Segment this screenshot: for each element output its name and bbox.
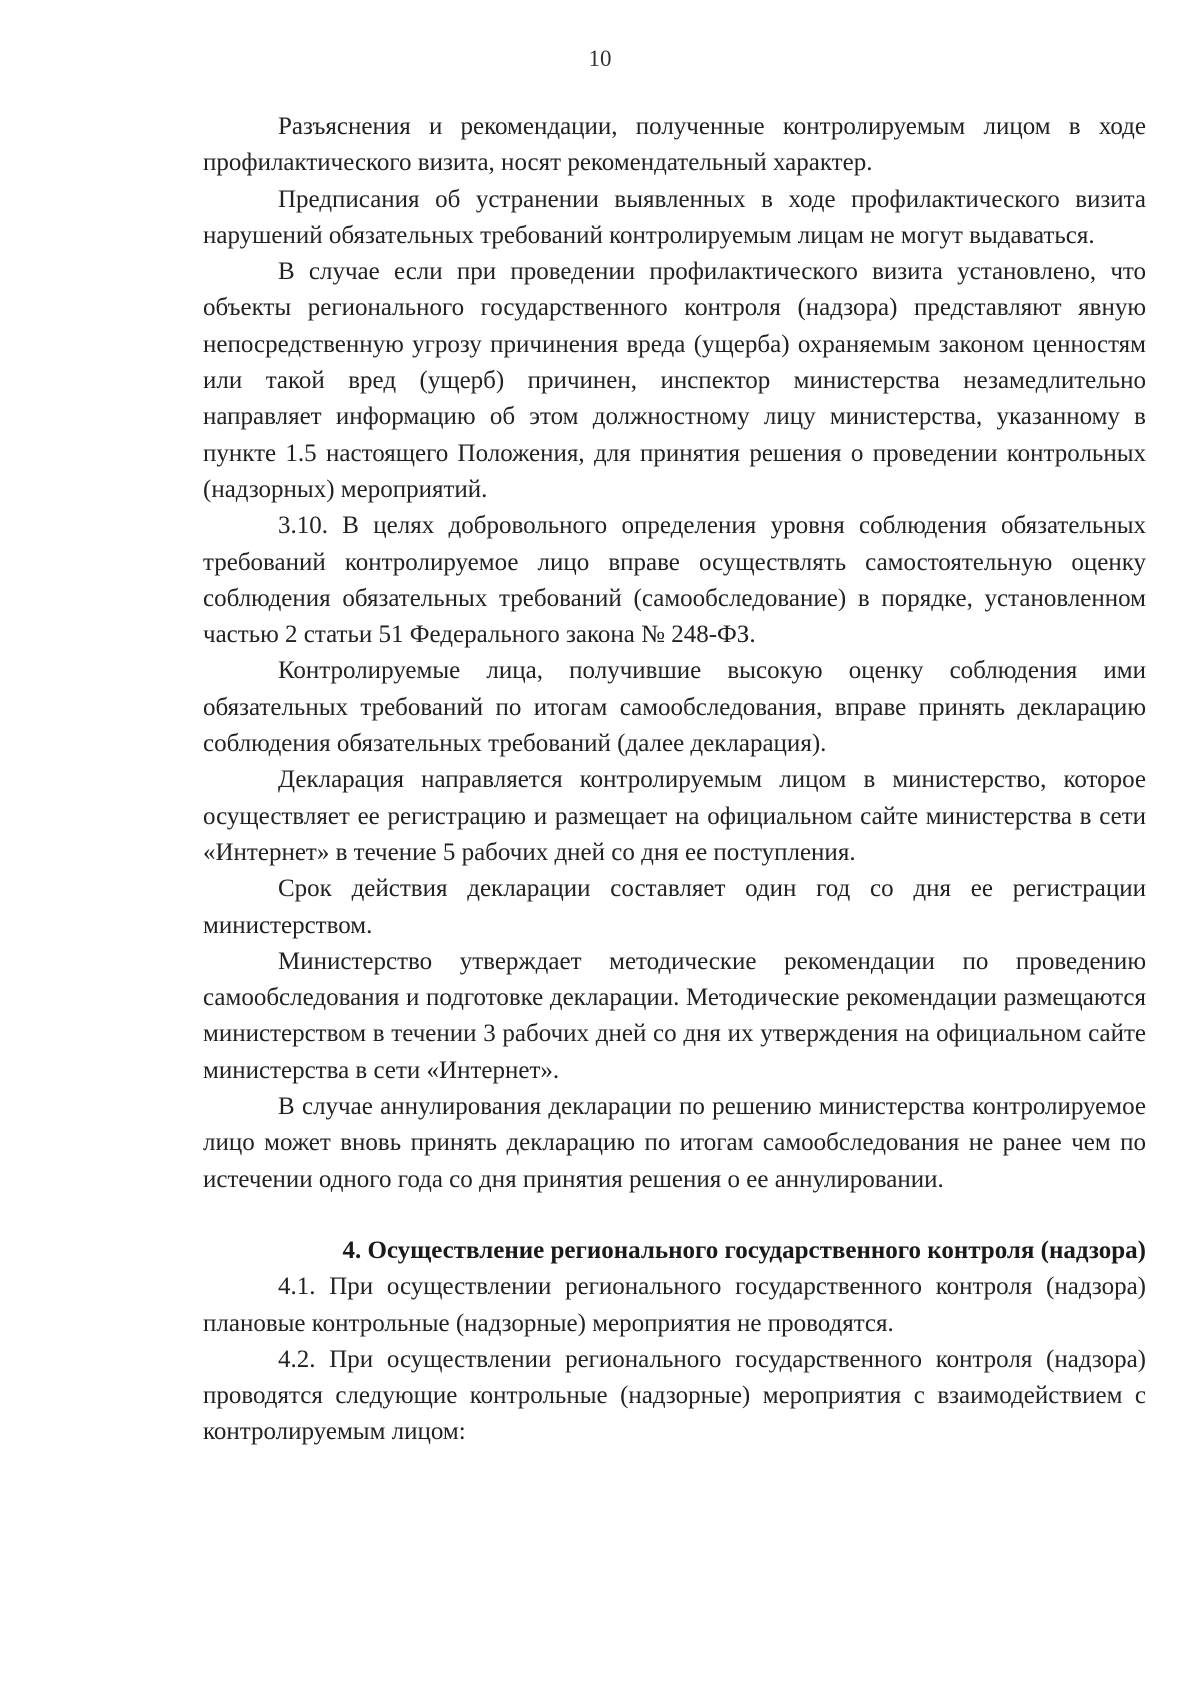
paragraph: 4.1. При осуществлении регионального государственного контроля (надзора) плановые контрольные (надзорные) мероприятия не проводятся. [203,1273,1146,1337]
paragraph: Министерство утверждает методические рекомендации по проведению самообследования и подготовке декларации. Методические рекомендации размещаются министерством в течении 3 рабочих дней со дня их утверждения на официальном сайте министерства в сети «Интернет». [203,947,1146,1084]
paragraph: Декларация направляется контролируемым лицом в министерство, которое осуществляет ее регистрацию и размещает на официальном сайте министерства в сети «Интернет» в течение 5 рабочих дней со дня ее поступления. [203,766,1146,866]
paragraph: 4.2. При осуществлении регионального государственного контроля (надзора) проводятся следующие контрольные (надзорные) мероприятия с взаимодействием с контролируемым лицом: [203,1345,1146,1446]
paragraph: Контролируемые лица, получившие высокую оценку соблюдения ими обязательных требований по итогам самообследования, вправе принять декларацию соблюдения обязательных требований (далее декларация). [203,657,1146,758]
section-heading: 4. Осуществление регионального государственного контроля (надзора) [342,1236,1146,1264]
paragraph: Разъяснения и рекомендации, полученные контролируемым лицом в ходе профилактического визита, носят рекомендательный характер. [203,113,1146,177]
paragraph: В случае если при проведении профилактического визита установлено, что объекты регионального государственного контроля (надзора) представляют явную непосредственную угрозу причинения вреда (ущерба) охраняемым законом ценностям или такой вред (ущерб) причинен, инспектор министерства незамедлительно направляет информацию об этом должностному лицу министерства, указанному в пункте 1.5 настоящего Положения, для принятия решения о проведении контрольных (надзорных) мероприятий. [203,258,1146,503]
paragraph: Предписания об устранении выявленных в ходе профилактического визита нарушений обязательных требований контролируемым лицам не могут выдаваться. [203,185,1146,249]
paragraph: Срок действия декларации составляет один год со дня ее регистрации министерством. [203,875,1146,939]
document-body [203,109,1146,1451]
paragraph: В случае аннулирования декларации по решению министерства контролируемое лицо может вновь принять декларацию по итогам самообследования не ранее чем по истечении одного года со дня принятия решения о ее аннулировании. [203,1093,1146,1193]
paragraph: 3.10. В целях добровольного определения уровня соблюдения обязательных требований контролируемое лицо вправе осуществлять самостоятельную оценку соблюдения обязательных требований (самообследование) в порядке, установленном частью 2 статьи 51 Федерального закона № 248-ФЗ. [203,512,1146,649]
page-number: 10 [588,46,612,71]
